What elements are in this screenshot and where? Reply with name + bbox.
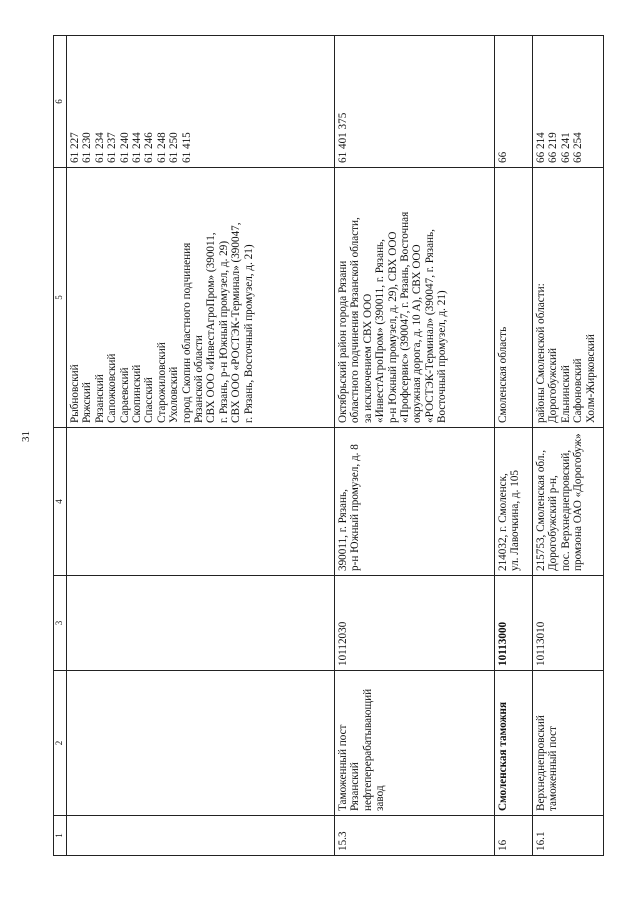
cell-address <box>335 428 495 576</box>
territory-line: Ряжский <box>81 382 94 423</box>
cell-num: 15.3 <box>335 816 495 856</box>
territory-line: Рязанской области <box>193 335 206 423</box>
territory-line: «РОСТЭК-Терминал» (390047, г. Рязань, <box>423 229 436 423</box>
cell-territory <box>495 168 533 428</box>
okato-code: 66 241 <box>559 132 572 163</box>
cell-territory <box>67 168 335 428</box>
cell-name: Смоленская таможня <box>495 671 533 816</box>
document-table-rotated <box>53 36 604 856</box>
territory-line: областного подчинения Рязанской области, <box>349 217 362 423</box>
territory-line: Сафоновский <box>572 358 585 423</box>
cell-address <box>67 428 335 576</box>
territory-line: Сараевский <box>118 367 131 423</box>
territory-line: Смоленская область <box>497 326 509 423</box>
cell-code: 10112030 <box>335 576 495 671</box>
cell-num: 16 <box>495 816 533 856</box>
territory-line: г. Рязань, Восточный промузел, д. 21) <box>242 244 255 423</box>
territory-line: Сапожковский <box>106 353 119 423</box>
cell-territory <box>533 168 604 428</box>
header-col-1: 1 <box>54 816 67 856</box>
cell-code <box>67 576 335 671</box>
address-line: р-н Южный промузел, д. 8 <box>349 444 362 571</box>
okato-code: 61 246 <box>143 132 156 163</box>
header-row <box>54 36 67 856</box>
territory-line: Ельнинский <box>559 365 572 423</box>
header-col-5: 5 <box>54 168 67 428</box>
name-line: Верхнеднепровский <box>535 715 547 811</box>
name-line: таможенный пост <box>547 726 560 811</box>
territory-line: СВХ ООО «РОСТЭК-Терминал» (390047, <box>230 222 243 423</box>
territory-line: Рыбновский <box>69 364 81 423</box>
okato-code: 66 254 <box>572 132 585 163</box>
territory-line: Дорогобужский <box>547 348 560 423</box>
territory-line: Спасский <box>143 377 156 423</box>
territory-line: г. Рязань, р-н Южный промузел, д. 29) <box>217 240 230 423</box>
address-line: 215753, Смоленская обл., <box>535 449 547 571</box>
cell-code: 10113010 <box>533 576 604 671</box>
address-line: 214032, г. Смоленск, <box>497 473 509 571</box>
cell-address <box>533 428 604 576</box>
cell-address <box>495 428 533 576</box>
cell-okato: 61 401 375 <box>335 36 495 168</box>
okato-code: 61 230 <box>81 132 94 163</box>
territory-line: окружная дорога, д. 10 А), СВХ ООО <box>411 244 424 423</box>
territory-line: р-н Южный промузел, д. 29), СВХ ООО <box>386 231 399 423</box>
territory-line: «ИнвестАгроПром» (390011, г. Рязань, <box>374 239 387 423</box>
territory-line: районы Смоленской области: <box>535 283 547 423</box>
okato-code: 61 248 <box>155 132 168 163</box>
address-line: Дорогобужский р-н, <box>547 475 560 571</box>
okato-code: 61 240 <box>118 132 131 163</box>
territory-line: Октябрьский район города Рязани <box>337 260 349 423</box>
okato-code: 66 219 <box>547 132 560 163</box>
okato-code: 61 244 <box>131 132 144 163</box>
okato-code: 61 250 <box>168 132 181 163</box>
page-number: 31 <box>20 431 32 442</box>
territory-line: Рязанский <box>93 374 106 423</box>
territory-line: Восточный промузел, д. 21) <box>436 290 449 423</box>
territory-line: Ухоловский <box>168 366 181 423</box>
cell-okato <box>533 36 604 168</box>
territory-line: за исключением СВХ ООО <box>361 293 374 423</box>
okato-code: 61 234 <box>93 132 106 163</box>
okato-code: 61 227 <box>69 132 81 163</box>
header-col-3: 3 <box>54 576 67 671</box>
address-line: промзона ОАО «Дорогобуж» <box>572 433 585 571</box>
okato-code: 66 214 <box>535 132 547 163</box>
cell-territory <box>335 168 495 428</box>
cell-name: Таможенный пост Рязанский нефтеперерабатывающий завод <box>335 671 495 816</box>
address-line: 390011, г. Рязань, <box>337 489 349 571</box>
territory-line: Старожиловский <box>155 342 168 423</box>
cell-name <box>533 671 604 816</box>
cell-num <box>67 816 335 856</box>
okato-code: 61 237 <box>106 132 119 163</box>
territory-line: Скопинский <box>131 364 144 423</box>
customs-table <box>53 35 604 856</box>
cell-num: 16.1 <box>533 816 604 856</box>
cell-code: 10113000 <box>495 576 533 671</box>
territory-line: СВХ ООО «ИнвестАгроПром» (390011, <box>205 232 218 423</box>
table-row-16-1 <box>533 36 604 856</box>
header-col-2: 2 <box>54 671 67 816</box>
territory-line: Холм-Жирковский <box>584 334 597 423</box>
okato-code: 61 415 <box>180 132 193 163</box>
territory-line: город Скопин областного подчинения <box>180 242 193 423</box>
address-line: пос. Верхнеднепровский, <box>559 449 572 571</box>
territory-line: «Профсервис» (390047, г. Рязань, Восточная <box>399 211 412 423</box>
cell-okato <box>67 36 335 168</box>
table-row-16 <box>495 36 533 856</box>
header-col-4: 4 <box>54 428 67 576</box>
table-row-15-3 <box>335 36 495 856</box>
header-col-6: 6 <box>54 36 67 168</box>
cell-okato: 66 <box>495 36 533 168</box>
table-row-continued <box>67 36 335 856</box>
address-line: ул. Лавочкина, д. 105 <box>509 469 522 571</box>
cell-name <box>67 671 335 816</box>
